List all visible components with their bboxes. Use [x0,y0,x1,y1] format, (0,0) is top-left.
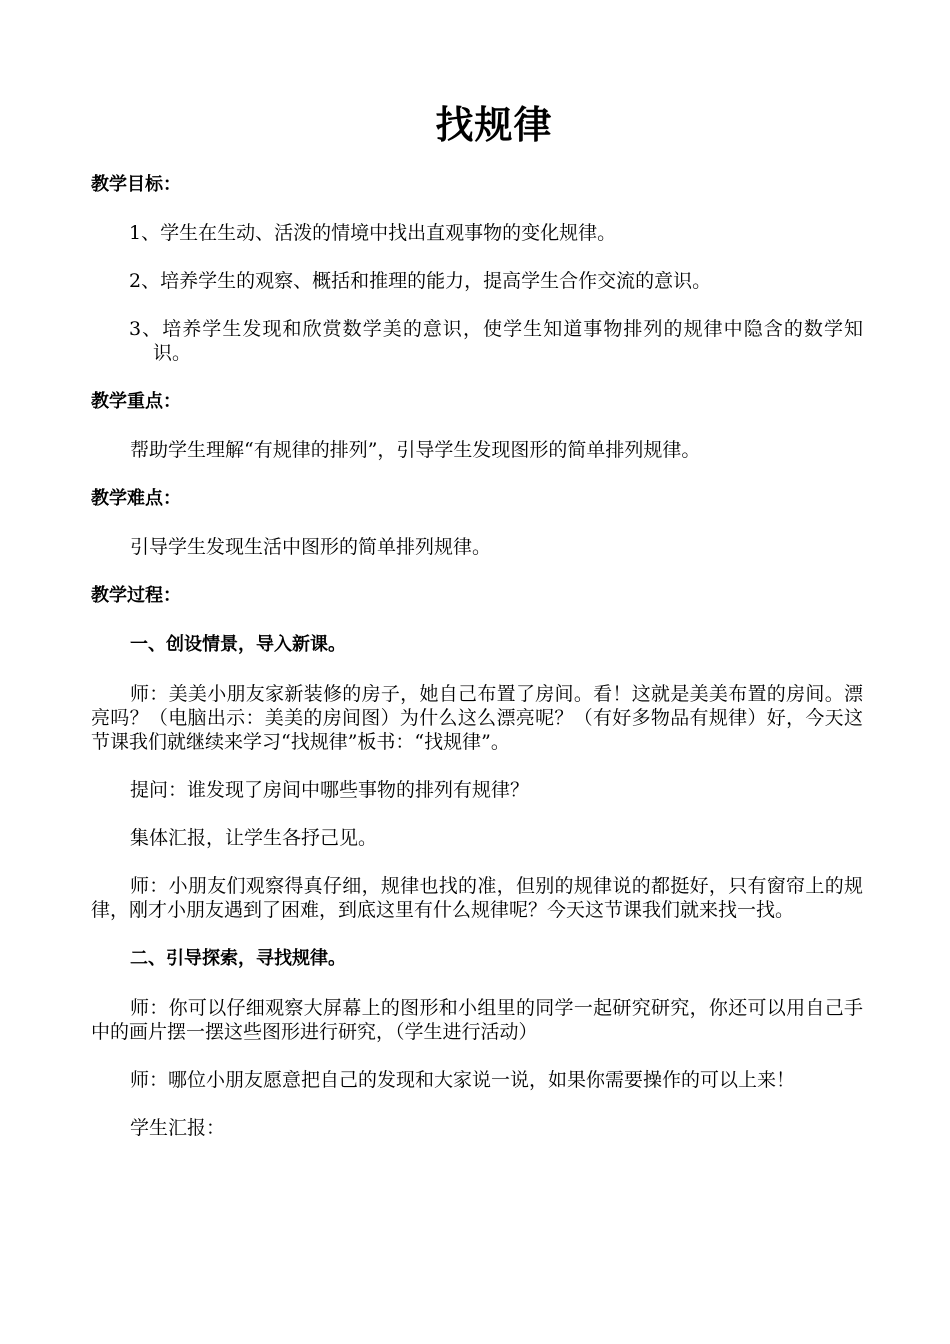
key-points-heading: 教学重点： [91,391,181,412]
section-1-paragraph: 提问：谁发现了房间中哪些事物的排列有规律？ [130,779,530,801]
section-2-paragraph: 学生汇报： [130,1117,226,1139]
section-2-paragraph: 师：哪位小朋友愿意把自己的发现和大家说一说，如果你需要操作的可以上来！ [130,1069,796,1091]
difficulties-heading: 教学难点： [91,488,181,509]
difficulties-text: 引导学生发现生活中图形的简单排列规律。 [130,536,492,558]
document-body [91,172,863,1164]
section-1-paragraph: 师：小朋友们观察得真仔细，规律也找的准，但别的规律说的都挺好，只有窗帘上的规律，刚才小朋友遇到了困难，到底这里有什么规律呢？今天这节课我们就来找一找。 [91,875,863,921]
section-2-title: 二、引导探索，寻找规律。 [130,948,346,969]
section-1-paragraph: 师：美美小朋友家新装修的房子，她自己布置了房间。看！这就是美美布置的房间。漂亮吗？（电脑出示：美美的房间图）为什么这么漂亮呢？（有好多物品有规律）好，今天这节课我们就继续来学习“找规律”板书：“找规律”。 [91,683,863,753]
section-2-paragraph: 师：你可以仔细观察大屏幕上的图形和小组里的同学一起研究研究，你还可以用自己手中的画片摆一摆这些图形进行研究，（学生进行活动） [91,997,863,1043]
section-1-title: 一、创设情景，导入新课。 [130,634,346,655]
key-points-text: 帮助学生理解“有规律的排列”，引导学生发现图形的简单排列规律。 [130,439,701,461]
objective-item-3: 3、培养学生发现和欣赏数学美的意识，使学生知道事物排列的规律中隐含的数学知识。 [129,318,863,364]
objective-item-1: 1、学生在生动、活泼的情境中找出直观事物的变化规律。 [129,222,617,244]
section-1-paragraph: 集体汇报，让学生各抒己见。 [130,827,378,849]
objective-item-2: 2、培养学生的观察、概括和推理的能力，提高学生合作交流的意识。 [129,270,712,292]
process-heading: 教学过程： [91,585,181,606]
objectives-heading: 教学目标： [91,174,181,195]
page-title: 找规律 [435,103,553,147]
